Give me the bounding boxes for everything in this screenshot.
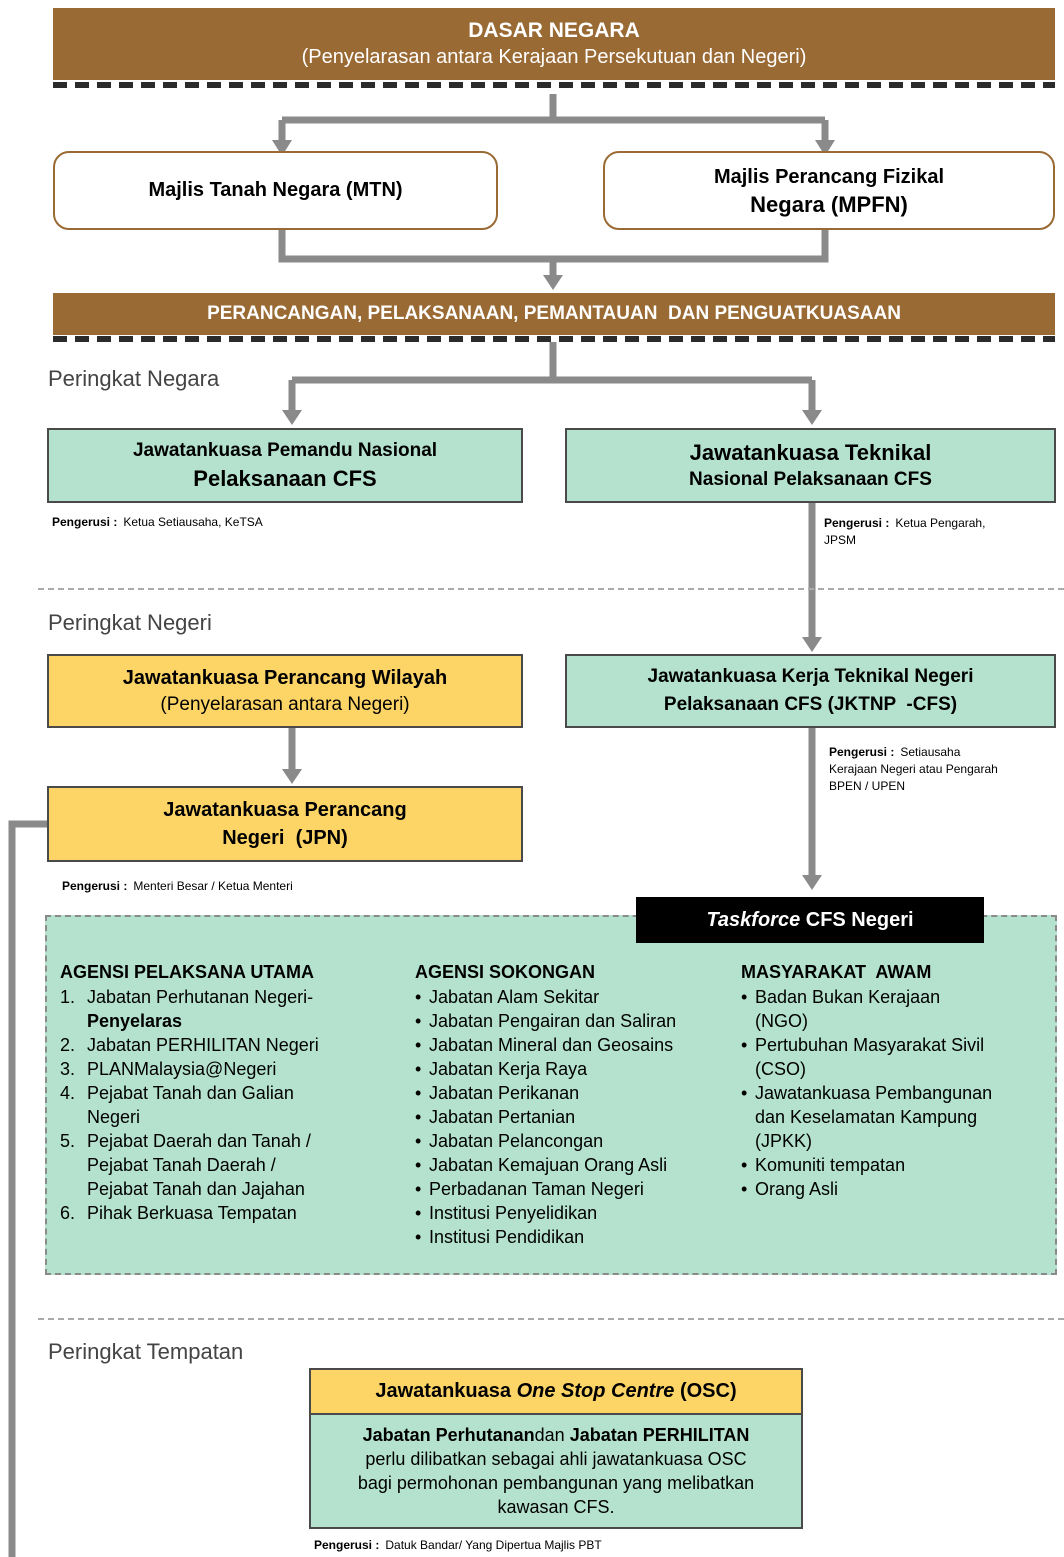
policy-title: DASAR NEGARA <box>468 19 640 42</box>
level-negeri-label: Peringkat Negeri <box>48 610 212 635</box>
connector-councils-merge <box>282 227 825 283</box>
regional-line2: (Penyelarasan antara Negeri) <box>160 694 410 715</box>
list-item: 2. Jabatan PERHILITAN Negeri <box>60 1035 319 1055</box>
level-negara-label: Peringkat Negara <box>48 366 220 391</box>
jktnp-line1: Jawatankuasa Kerja Teknikal Negeri <box>647 666 974 687</box>
list-item: • Jabatan Alam Sekitar <box>415 987 600 1007</box>
list-item: • Komuniti tempatan <box>741 1155 906 1175</box>
steering-chair-value: Ketua Setiausaha, KeTSA <box>123 515 263 529</box>
list-item: • Jabatan Pengairan dan Saliran <box>415 1011 677 1031</box>
list-item: • Jawatankuasa Pembangunan dan Keselamatan Kampung (JPKK) <box>741 1083 993 1151</box>
jktnp-chair <box>829 744 998 795</box>
technical-chair <box>824 515 985 549</box>
list-item: • Institusi Pendidikan <box>415 1227 585 1247</box>
mpfn-label-line1: Majlis Perancang Fizikal <box>713 165 945 188</box>
jpn-line1: Jawatankuasa Perancang <box>163 799 407 821</box>
phase-bar-label: PERANCANGAN, PELAKSANAAN, PEMANTAUAN DAN PENGUATKUASAAN <box>207 303 901 324</box>
technical-chair-value-1: Ketua Pengarah, <box>895 516 986 530</box>
arrowhead <box>802 410 822 425</box>
jktnp-line2: Pelaksanaan CFS (JKTNP -CFS) <box>663 694 958 715</box>
list-item: • Jabatan Kerja Raya <box>415 1059 588 1079</box>
taskforce-title-italic: Taskforce <box>706 908 801 931</box>
main-agencies-list <box>60 985 400 1225</box>
osc-body-bold1: Jabatan Perhutanan <box>362 1425 535 1445</box>
jktnp-chair-value-3: BPEN / UPEN <box>829 779 906 793</box>
support-agencies-column <box>415 962 735 1249</box>
arrowhead <box>802 637 822 652</box>
list-item: • Jabatan Kemajuan Orang Asli <box>415 1155 668 1175</box>
steering-line1: Jawatankuasa Pemandu Nasional <box>132 439 438 461</box>
mtn-box <box>53 151 498 230</box>
chair-label: Pengerusi : <box>314 1538 380 1552</box>
regional-planning-committee-box <box>47 654 523 728</box>
osc-body-box <box>309 1415 803 1529</box>
technical-chair-value-2: JPSM <box>824 533 857 547</box>
mpfn-box <box>603 151 1055 230</box>
jktnp-box <box>565 654 1056 728</box>
support-agencies-title: AGENSI SOKONGAN <box>415 962 596 982</box>
osc-title-box <box>309 1368 803 1415</box>
osc-title-post: (OSC) <box>679 1380 737 1402</box>
national-steering-committee-box <box>47 428 523 503</box>
public-column <box>741 962 1051 1201</box>
policy-subtitle: (Penyelarasan antara Kerajaan Persekutuan dan Negeri) <box>301 46 807 68</box>
osc-body-line3: bagi permohonan pembangunan yang melibatkan <box>357 1473 755 1493</box>
list-item: • Perbadanan Taman Negeri <box>415 1179 644 1199</box>
connector-header-split <box>282 94 825 146</box>
osc-chair <box>314 1537 602 1554</box>
list-item: • Badan Bukan Kerajaan (NGO) <box>741 987 941 1031</box>
technical-line1: Jawatankuasa Teknikal <box>689 439 932 465</box>
chair-label: Pengerusi : <box>829 745 895 759</box>
technical-line2: Nasional Pelaksanaan CFS <box>689 468 932 490</box>
regional-line1: Jawatankuasa Perancang Wilayah <box>122 667 448 689</box>
steering-line2: Pelaksanaan CFS <box>193 465 377 491</box>
public-title: MASYARAKAT AWAM <box>741 962 932 982</box>
osc-body-bold2: Jabatan PERHILITAN <box>569 1425 750 1445</box>
list-item: • Jabatan Perikanan <box>415 1083 580 1103</box>
phase-bar-dashed-edge <box>53 336 1055 342</box>
policy-header-bar <box>53 8 1055 80</box>
divider-negara-negeri <box>38 588 1064 590</box>
osc-body-line4: kawasan CFS. <box>497 1497 615 1517</box>
arrowhead <box>802 875 822 890</box>
jpn-box <box>47 786 523 862</box>
list-item: 4. Pejabat Tanah dan Galian Negeri <box>60 1083 294 1127</box>
chair-label: Pengerusi : <box>52 515 118 529</box>
jktnp-chair-value-1: Setiausaha <box>900 745 961 759</box>
osc-title-pre: Jawatankuasa <box>375 1380 512 1402</box>
list-item: 1. Jabatan Perhutanan Negeri- Penyelaras <box>60 987 314 1031</box>
list-item: • Jabatan Pelancongan <box>415 1131 604 1151</box>
phase-bar <box>53 293 1055 335</box>
osc-chair-value: Datuk Bandar/ Yang Dipertua Majlis PBT <box>385 1538 602 1552</box>
main-agencies-column <box>60 962 400 1225</box>
steering-chair <box>52 514 263 531</box>
osc-body-line2: perlu dilibatkan sebagai ahli jawatankuasa OSC <box>365 1449 747 1469</box>
support-agencies-list <box>415 985 735 1249</box>
arrowhead <box>282 769 302 784</box>
header-bar-dashed-edge <box>53 82 1055 88</box>
osc-title-italic: One Stop Centre <box>516 1380 675 1402</box>
jktnp-chair-value-2: Kerajaan Negeri atau Pengarah <box>829 762 998 776</box>
jpn-chair-value: Menteri Besar / Ketua Menteri <box>133 879 293 893</box>
list-item: 5. Pejabat Daerah dan Tanah / Pejabat Tanah Daerah / Pejabat Tanah dan Jajahan <box>60 1131 311 1199</box>
arrowhead <box>543 275 563 290</box>
chair-label: Pengerusi : <box>824 516 890 530</box>
list-item: • Pertubuhan Masyarakat Sivil (CSO) <box>741 1035 985 1079</box>
taskforce-title-rest: CFS Negeri <box>805 908 914 931</box>
chair-label: Pengerusi : <box>62 879 128 893</box>
list-item: 6. Pihak Berkuasa Tempatan <box>60 1203 297 1223</box>
arrowhead <box>282 410 302 425</box>
jpn-line2: Negeri (JPN) <box>222 827 348 849</box>
connector-phase-split <box>292 340 812 416</box>
list-item: • Institusi Penyelidikan <box>415 1203 598 1223</box>
osc-body-mid: dan <box>534 1425 565 1445</box>
taskforce-title-tab <box>636 897 984 943</box>
mpfn-label-line2: Negara (MPFN) <box>750 191 908 217</box>
list-item: • Jabatan Mineral dan Geosains <box>415 1035 674 1055</box>
jpn-chair <box>62 878 293 895</box>
divider-negeri-tempatan <box>38 1318 1064 1320</box>
list-item: • Jabatan Pertanian <box>415 1107 576 1127</box>
level-tempatan-label: Peringkat Tempatan <box>48 1339 244 1364</box>
list-item: • Orang Asli <box>741 1179 839 1199</box>
public-list <box>741 985 1051 1201</box>
main-agencies-title: AGENSI PELAKSANA UTAMA <box>60 962 315 982</box>
mtn-label: Majlis Tanah Negara (MTN) <box>148 179 403 201</box>
national-technical-committee-box <box>565 428 1056 503</box>
list-item: 3. PLANMalaysia@Negeri <box>60 1059 277 1079</box>
